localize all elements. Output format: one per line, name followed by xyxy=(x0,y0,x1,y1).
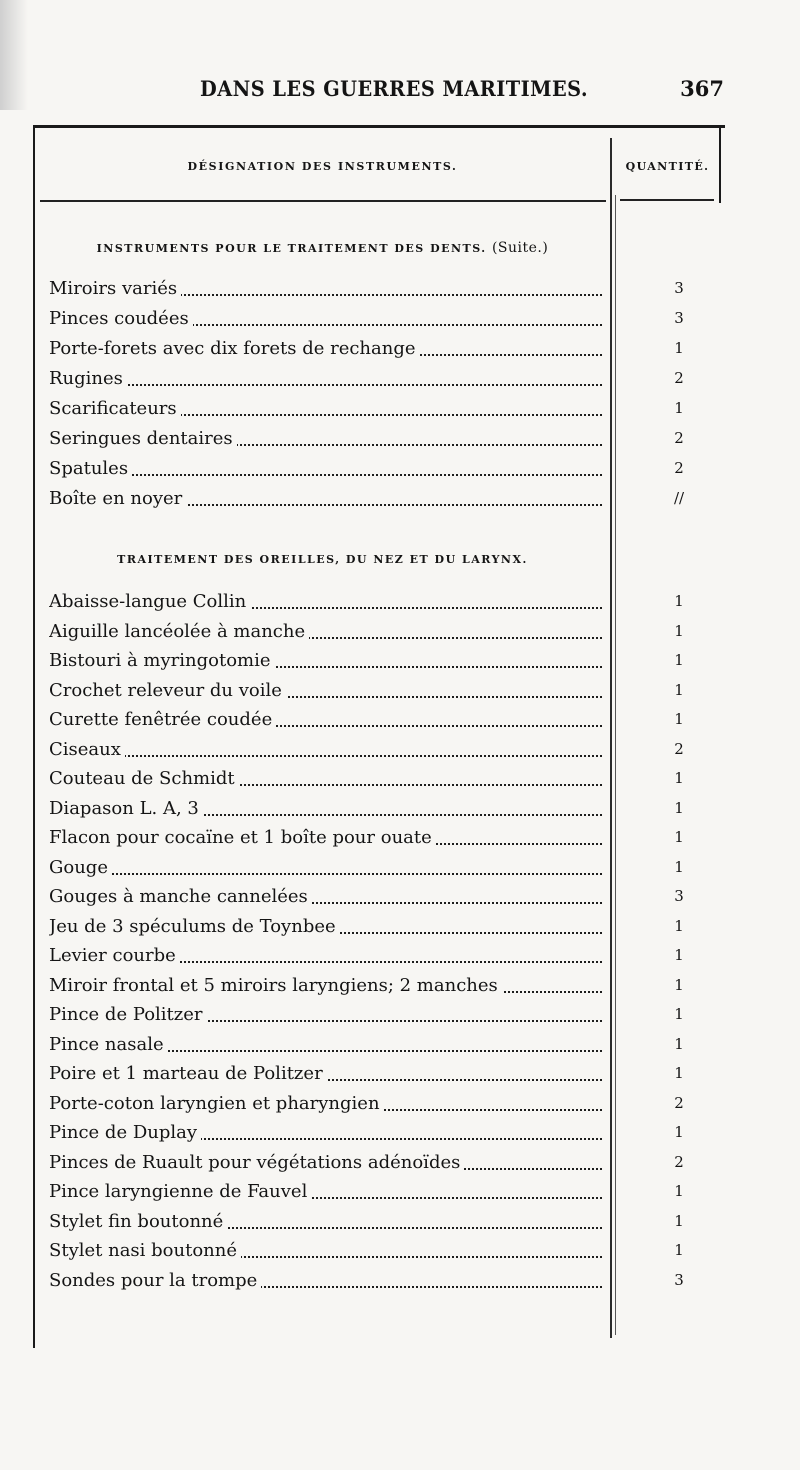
item-label: Pinces de Ruault pour végétations adénoïdes xyxy=(49,1152,464,1173)
item-quantity: 2 xyxy=(674,1152,684,1171)
item-quantity: 1 xyxy=(674,1034,684,1053)
item-quantity: 1 xyxy=(674,975,684,994)
item-label-cell xyxy=(49,1266,602,1295)
item-label-cell xyxy=(49,1000,602,1029)
item-label: Ciseaux xyxy=(49,739,125,760)
table-row xyxy=(49,1089,699,1118)
table-row xyxy=(49,1059,699,1088)
item-label-cell xyxy=(49,912,602,941)
running-title: DANS LES GUERRES MARITIMES. xyxy=(200,76,589,101)
item-label: Bistouri à myringotomie xyxy=(49,650,275,671)
table-row xyxy=(49,1148,699,1177)
item-label: Pince laryngienne de Fauvel xyxy=(49,1181,311,1202)
table-row xyxy=(49,617,699,646)
table-row xyxy=(49,912,699,941)
item-label-cell xyxy=(49,394,602,423)
item-quantity: 1 xyxy=(674,339,684,357)
table-row xyxy=(49,1000,699,1029)
item-label: Diapason L. A, 3 xyxy=(49,798,203,819)
item-label-cell xyxy=(49,1177,602,1206)
table-row xyxy=(49,587,699,616)
item-quantity: 1 xyxy=(674,1241,684,1259)
page-number: 367 xyxy=(680,76,724,101)
item-label: Gouges à manche cannelées xyxy=(49,886,312,907)
item-label: Levier courbe xyxy=(49,945,180,966)
item-label: Poire et 1 marteau de Politzer xyxy=(49,1063,327,1084)
item-label-cell xyxy=(49,882,602,911)
item-quantity: 1 xyxy=(674,916,684,935)
table-row xyxy=(49,676,699,705)
item-quantity: 2 xyxy=(674,369,684,387)
item-label-cell xyxy=(49,304,602,333)
item-label: Porte-coton laryngien et pharyngien xyxy=(49,1093,384,1114)
column-header-quantite: QUANTITÉ. xyxy=(625,160,710,173)
item-label: Stylet nasi boutonné xyxy=(49,1240,241,1261)
item-label-cell xyxy=(49,617,602,646)
item-label: Flacon pour cocaïne et 1 boîte pour ouate xyxy=(49,827,436,848)
section-heading-text: TRAITEMENT DES OREILLES, DU NEZ ET DU LARYNX. xyxy=(117,553,528,566)
item-quantity: 2 xyxy=(674,1093,684,1112)
item-label-cell xyxy=(49,646,602,675)
item-quantity: 1 xyxy=(674,828,684,846)
table-row xyxy=(49,274,699,303)
item-quantity: 1 xyxy=(674,1211,684,1230)
item-quantity: 1 xyxy=(674,1005,684,1023)
item-label: Miroir frontal et 5 miroirs laryngiens; 2 manches xyxy=(49,975,502,996)
item-quantity: 3 xyxy=(674,309,684,327)
dot-leader xyxy=(49,753,602,757)
item-label-cell xyxy=(49,971,602,1000)
item-quantity: // xyxy=(673,489,685,507)
item-label: Spatules xyxy=(49,458,132,479)
item-label-cell xyxy=(49,823,602,852)
table-row xyxy=(49,394,699,423)
item-label-cell xyxy=(49,676,602,705)
item-quantity: 2 xyxy=(674,429,684,447)
table-row xyxy=(49,364,699,393)
dot-leader xyxy=(49,382,602,386)
table-row xyxy=(49,304,699,333)
item-quantity: 2 xyxy=(674,459,684,477)
item-label-cell xyxy=(49,1030,602,1059)
item-label-cell xyxy=(49,1089,602,1118)
item-label: Sondes pour la trompe xyxy=(49,1270,261,1291)
item-label-cell xyxy=(49,587,602,616)
header-rule-designation xyxy=(40,200,606,202)
item-label-cell xyxy=(49,1059,602,1088)
item-quantity: 1 xyxy=(674,621,684,640)
item-label: Stylet fin boutonné xyxy=(49,1211,227,1232)
table-row xyxy=(49,941,699,970)
item-label: Porte-forets avec dix forets de rechange xyxy=(49,338,420,359)
page-header xyxy=(0,76,800,110)
table-row xyxy=(49,1266,699,1295)
table-row xyxy=(49,1177,699,1206)
section-heading-oreilles xyxy=(40,553,605,566)
table-row xyxy=(49,882,699,911)
section-heading-text: INSTRUMENTS POUR LE TRAITEMENT DES DENTS. xyxy=(96,242,487,255)
item-label: Rugines xyxy=(49,368,127,389)
item-label: Pinces coudées xyxy=(49,308,193,329)
item-label-cell xyxy=(49,705,602,734)
table-row xyxy=(49,1207,699,1236)
item-label-cell xyxy=(49,1118,602,1147)
item-label: Curette fenêtrée coudée xyxy=(49,709,276,730)
table-row xyxy=(49,1118,699,1147)
item-quantity: 1 xyxy=(674,1123,684,1141)
item-quantity: 1 xyxy=(674,592,684,610)
header-rule-quantite xyxy=(620,199,714,201)
table-row xyxy=(49,764,699,793)
item-quantity: 1 xyxy=(674,710,684,728)
item-label-cell xyxy=(49,334,602,363)
item-quantity: 1 xyxy=(674,651,684,669)
item-label: Boîte en noyer xyxy=(49,488,186,509)
item-label: Miroirs variés xyxy=(49,278,181,299)
item-label-cell xyxy=(49,484,602,513)
item-quantity: 1 xyxy=(674,680,684,699)
table-row xyxy=(49,794,699,823)
item-label-cell xyxy=(49,364,602,393)
item-quantity: 1 xyxy=(674,798,684,817)
item-label: Pince de Duplay xyxy=(49,1122,201,1143)
table-row xyxy=(49,334,699,363)
item-label-cell xyxy=(49,794,602,823)
table-row xyxy=(49,735,699,764)
item-quantity: 1 xyxy=(674,769,684,787)
item-quantity: 3 xyxy=(674,887,684,905)
item-label-cell xyxy=(49,853,602,882)
item-label-cell xyxy=(49,274,602,303)
item-label-cell xyxy=(49,1148,602,1177)
item-label: Scarificateurs xyxy=(49,398,181,419)
item-quantity: 2 xyxy=(674,739,684,758)
item-quantity: 1 xyxy=(674,399,684,417)
table-row xyxy=(49,646,699,675)
table-row xyxy=(49,971,699,1000)
item-label-cell xyxy=(49,1236,602,1265)
item-label: Aiguille lancéolée à manche xyxy=(49,621,309,642)
column-header-designation: DÉSIGNATION DES INSTRUMENTS. xyxy=(187,160,458,173)
section-heading-dents xyxy=(40,240,605,256)
item-label-cell xyxy=(49,764,602,793)
item-label: Pince nasale xyxy=(49,1034,168,1055)
item-label: Pince de Politzer xyxy=(49,1004,207,1025)
item-quantity: 1 xyxy=(674,1064,684,1082)
table-row xyxy=(49,424,699,453)
item-label: Crochet releveur du voile xyxy=(49,680,286,701)
dot-leader xyxy=(49,871,602,875)
item-quantity: 3 xyxy=(674,1270,684,1289)
table-row xyxy=(49,1030,699,1059)
item-quantity: 1 xyxy=(674,946,684,964)
item-label-cell xyxy=(49,454,602,483)
item-label-cell xyxy=(49,424,602,453)
table-row xyxy=(49,454,699,483)
item-quantity: 1 xyxy=(674,1182,684,1200)
item-label: Couteau de Schmidt xyxy=(49,768,239,789)
item-label: Jeu de 3 spéculums de Toynbee xyxy=(49,916,340,937)
table-row xyxy=(49,705,699,734)
table-row xyxy=(49,484,699,513)
table-row xyxy=(49,1236,699,1265)
item-label: Seringues dentaires xyxy=(49,428,237,449)
item-quantity: 1 xyxy=(674,857,684,876)
section-heading-suffix: (Suite.) xyxy=(491,240,549,256)
table-row xyxy=(49,823,699,852)
item-label: Gouge xyxy=(49,857,112,878)
item-quantity: 3 xyxy=(674,279,684,297)
item-label-cell xyxy=(49,941,602,970)
item-label: Abaisse-langue Collin xyxy=(49,591,250,612)
table-row xyxy=(49,853,699,882)
item-label-cell xyxy=(49,1207,602,1236)
item-label-cell xyxy=(49,735,602,764)
